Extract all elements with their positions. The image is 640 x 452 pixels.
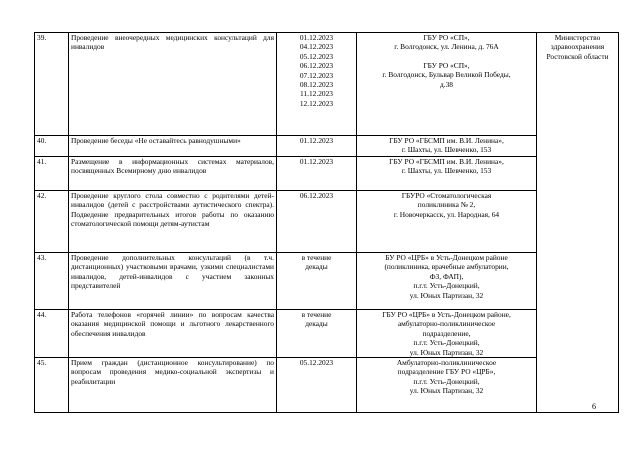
text-line: ГБУ РО «ЦРБ» в Усть-Донецком районе,	[382, 310, 511, 319]
text-line: декады	[305, 319, 328, 329]
event-location	[357, 136, 537, 157]
table-row	[35, 310, 619, 358]
events-table	[34, 32, 619, 413]
text-line: в течение	[301, 310, 332, 319]
event-location	[357, 310, 537, 358]
text-line: г. Волгодонск, ул. Ленина, д. 76А	[394, 42, 499, 52]
text-line: декады	[305, 262, 328, 272]
text-line: г. Новочеркасск, ул. Народная, 64	[393, 209, 500, 219]
text-line: 12.12.2023	[299, 98, 334, 108]
event-description: Работа телефонов «горячей линии» по вопросам качества оказания медицинской помощи и льготного лекарственного обеспечения инвалидов	[69, 310, 277, 358]
text-line: ГБУРО «Стоматологическая	[401, 191, 492, 200]
row-number: 43.	[35, 253, 69, 310]
text-line: 05.12.2023	[299, 358, 334, 368]
text-line: 11.12.2023	[300, 89, 333, 99]
text-line: БУ РО «ЦРБ» в Усть-Донецком районе	[385, 253, 508, 262]
event-dates	[277, 136, 357, 157]
table-row	[35, 157, 619, 191]
text-line: подразделение,	[422, 328, 471, 338]
text-line: 08.12.2023	[299, 80, 334, 90]
event-dates	[277, 157, 357, 191]
text-line: подразделение ГБУ РО «ЦРБ»,	[397, 367, 496, 377]
text-line: 01.12.2023	[299, 136, 334, 145]
event-location	[357, 33, 537, 136]
table-row	[35, 358, 619, 413]
text-line: ФЗ, ФАП),	[429, 271, 464, 281]
event-location	[357, 157, 537, 191]
text-line: поликлиника № 2,	[417, 200, 476, 210]
text-line: г. Шахты, ул. Шевченко, 153	[401, 166, 492, 176]
event-location	[357, 191, 537, 253]
text-line: п.г.т. Усть-Донецкий,	[413, 338, 480, 348]
event-dates	[277, 191, 357, 253]
event-dates	[277, 253, 357, 310]
text-line: здравоохранения	[550, 42, 605, 52]
table-row	[35, 33, 619, 136]
text-line: 01.12.2023	[299, 33, 334, 42]
text-line: Ростовской области	[546, 51, 609, 61]
event-description: Размещение в информационных системах материалов, посвященных Всемирному дню инвалидов	[69, 157, 277, 191]
text-line: ул. Юных Партизан, 32	[409, 386, 484, 396]
table-row	[35, 191, 619, 253]
text-line: г. Волгодонск, Бульвар Великой Победы,	[382, 70, 511, 80]
text-line: д.38	[440, 79, 453, 89]
text-line: ГБУ РО «ГБСМП им. В.И. Ленина»,	[389, 157, 504, 166]
text-line: (поликлиника, врачебные амбулатории,	[384, 262, 509, 272]
text-line: в течение	[301, 253, 332, 262]
responsible-organization	[537, 33, 619, 413]
event-dates	[277, 310, 357, 358]
page-number: 6	[592, 402, 596, 411]
event-description: Проведение внеочередных медицинских консультаций для инвалидов	[69, 33, 277, 136]
text-line: ГБУ РО «ГБСМП им. В.И. Ленина»,	[389, 136, 504, 145]
event-dates	[277, 358, 357, 413]
text-line: ГБУ РО «СП»,	[423, 60, 470, 70]
text-line: 07.12.2023	[299, 70, 334, 80]
text-line: 05.12.2023	[299, 51, 334, 61]
text-line: Министерство	[554, 33, 601, 42]
event-dates	[277, 33, 357, 136]
text-line: 01.12.2023	[299, 157, 334, 166]
text-line: ул. Юных Партизан, 32	[409, 347, 484, 357]
row-number: 41.	[35, 157, 69, 191]
row-number: 45.	[35, 358, 69, 413]
table-row	[35, 136, 619, 157]
text-line: 04.12.2023	[299, 42, 334, 52]
text-line: амбулаторно-поликлиническое	[397, 319, 496, 329]
event-description: Прием граждан (дистанционное консультирование) по вопросам проведения медико-социальной экспертизы и реабилитации	[69, 358, 277, 413]
row-number: 40.	[35, 136, 69, 157]
event-description: Проведение беседы «Не оставайтесь равнодушными»	[69, 136, 277, 157]
text-line: 06.12.2023	[299, 61, 334, 71]
text-line: ГБУ РО «СП»,	[423, 33, 470, 42]
table-row	[35, 253, 619, 310]
row-number: 42.	[35, 191, 69, 253]
text-line: п.г.т. Усть-Донецкий,	[413, 281, 480, 291]
text-line: 06.12.2023	[299, 191, 334, 200]
text-line: Амбулаторно-поликлиническое	[396, 358, 497, 368]
text-line: ул. Юных Партизан, 32	[409, 290, 484, 300]
event-location	[357, 253, 537, 310]
event-location	[357, 358, 537, 413]
event-description: Проведение дополнительных консультаций (в т.ч. дистанционных) участковыми врачами, узкими специалистами инвалидов, детей-инвалидов с участием законных представителей	[69, 253, 277, 310]
text-line: г. Шахты, ул. Шевченко, 153	[401, 145, 492, 155]
row-number: 39.	[35, 33, 69, 136]
text-line: п.г.т. Усть-Донецкий,	[413, 376, 480, 386]
row-number: 44.	[35, 310, 69, 358]
event-description: Проведение круглого стола совместно с родителями детей-инвалидов (детей с расстройствами аутистического спектра). Подведение предварительных итогов работы по оказанию стоматологической помощи детям-аутистам	[69, 191, 277, 253]
